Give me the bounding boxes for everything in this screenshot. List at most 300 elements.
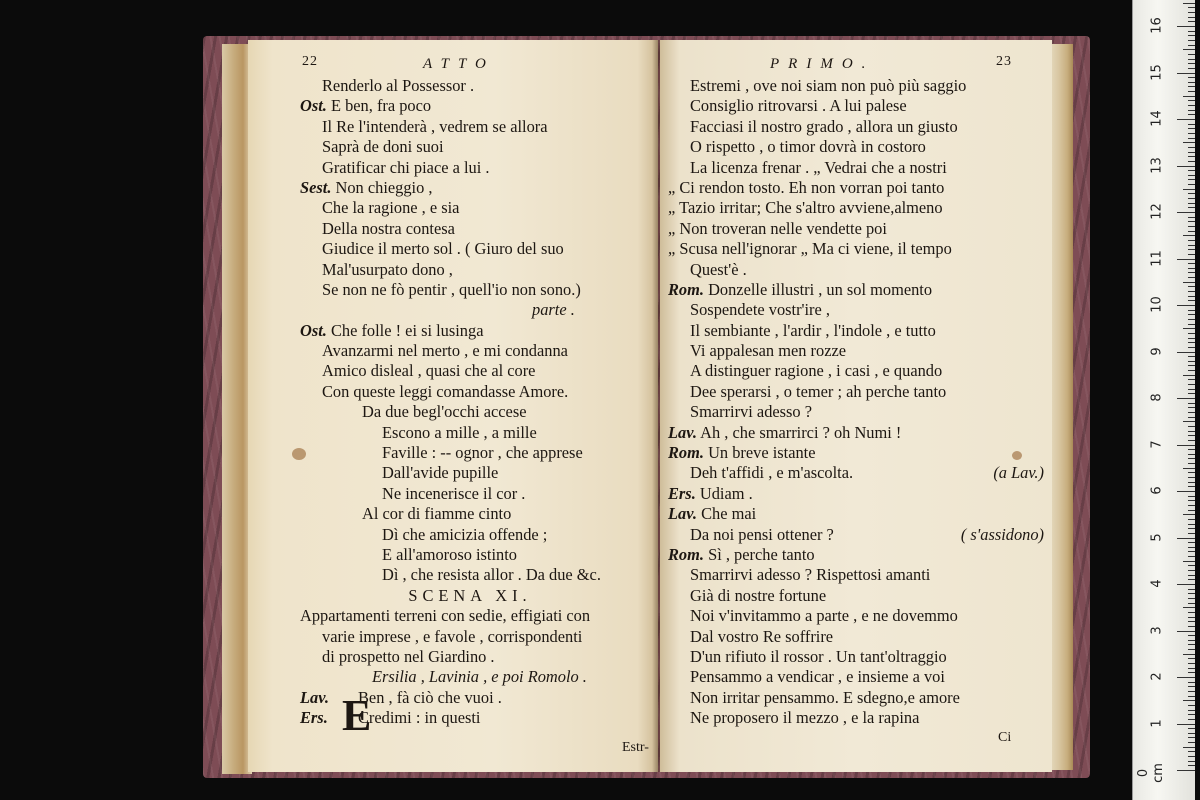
text-line — [668, 606, 1040, 626]
line-text: Della nostra contesa — [322, 218, 455, 238]
text-line — [668, 647, 1040, 667]
ruler-tick — [1188, 505, 1195, 506]
line-text: Con queste leggi comandasse Amore. — [322, 381, 569, 401]
ruler-tick — [1188, 435, 1195, 436]
ruler-tick — [1188, 412, 1195, 413]
ruler-tick — [1188, 240, 1195, 241]
ruler-tick — [1188, 324, 1195, 325]
ruler-number: 6 — [1149, 486, 1165, 495]
text-line — [668, 627, 1040, 647]
line-text: Ben , fà ciò che vuoi . — [358, 687, 502, 707]
line-text: Dì , che resista allor . Da due &c. — [382, 565, 601, 585]
ruler-tick — [1188, 314, 1195, 315]
ruler-tick — [1188, 389, 1195, 390]
left-text-block — [300, 76, 656, 729]
ruler-tick — [1188, 333, 1195, 334]
ruler-tick — [1188, 756, 1195, 757]
line-text: „ Ci rendon tosto. Eh non vorran poi tanto — [668, 177, 945, 197]
ruler-tick — [1188, 342, 1195, 343]
text-line — [300, 341, 656, 361]
ruler-tick — [1188, 449, 1195, 450]
ruler-tick — [1188, 170, 1195, 171]
ruler-tick — [1188, 593, 1195, 594]
ruler-tick — [1188, 147, 1195, 148]
text-line — [668, 76, 1040, 96]
ruler-tick — [1177, 538, 1195, 539]
ruler-tick — [1188, 719, 1195, 720]
ruler-tick — [1188, 640, 1195, 641]
ruler-number: 10 — [1149, 296, 1165, 313]
ruler-tick — [1188, 417, 1195, 418]
ruler-tick — [1188, 347, 1195, 348]
drop-cap: E — [342, 691, 372, 740]
line-text: Amico disleal , quasi che al core — [322, 361, 536, 381]
ruler-tick — [1188, 156, 1195, 157]
ruler-tick — [1188, 621, 1195, 622]
line-text: Smarrirvi adesso ? Rispettosi amanti — [690, 565, 931, 585]
ruler-tick — [1177, 352, 1195, 353]
ruler-tick — [1188, 737, 1195, 738]
ruler-tick — [1188, 207, 1195, 208]
line-text: Quest'è . — [690, 259, 747, 279]
ruler-tick — [1188, 454, 1195, 455]
text-line — [300, 260, 656, 280]
speaker-label: Lav. — [668, 504, 697, 524]
line-text: O rispetto , o timor dovrà in costoro — [690, 137, 926, 157]
text-line — [668, 565, 1040, 585]
ruler-tick — [1188, 603, 1195, 604]
ruler-tick — [1188, 296, 1195, 297]
ruler-tick — [1188, 440, 1195, 441]
line-text: „ Tazio irritar; Che s'altro avviene,almeno — [668, 198, 943, 218]
ruler-tick — [1188, 714, 1195, 715]
ruler-tick — [1188, 510, 1195, 511]
ruler-tick — [1188, 733, 1195, 734]
ruler-tick — [1188, 472, 1195, 473]
catchword-right: Ci — [998, 730, 1012, 745]
ruler-tick — [1188, 519, 1195, 520]
ruler-tick — [1188, 542, 1195, 543]
ruler-number: 7 — [1149, 439, 1165, 449]
ruler-tick — [1188, 663, 1195, 664]
ruler-tick — [1188, 291, 1195, 292]
right-text-block — [668, 76, 1044, 729]
ruler-tick — [1188, 221, 1195, 222]
ruler-tick — [1188, 705, 1195, 706]
text-line — [668, 219, 1040, 239]
ruler-tick — [1188, 268, 1195, 269]
text-line — [668, 402, 1040, 422]
ruler-tick — [1177, 491, 1195, 492]
ruler-tick — [1188, 86, 1195, 87]
ruler-tick — [1188, 533, 1195, 534]
line-text: Estremi , ove noi siam non può più saggio — [690, 76, 967, 95]
line-text: Se non ne fò pentir , quell'io non sono.) — [322, 279, 581, 299]
line-text: Credimi : in questi — [358, 708, 481, 728]
text-line — [668, 361, 1040, 381]
text-line — [668, 524, 1044, 545]
ruler-tick — [1188, 407, 1195, 408]
catchword: Estr- — [622, 740, 649, 755]
text-line — [668, 463, 1044, 483]
ruler-tick — [1188, 193, 1195, 194]
line-text: Ersilia , Lavinia , e poi Romolo . — [372, 667, 587, 687]
ruler-tick — [1188, 570, 1195, 571]
ruler-tick — [1188, 370, 1195, 371]
ruler-tick — [1188, 751, 1195, 752]
ruler-tick — [1188, 551, 1195, 552]
ruler-tick — [1188, 175, 1195, 176]
ruler-tick — [1188, 356, 1195, 357]
ruler-tick — [1177, 724, 1195, 725]
ruler-tick — [1188, 710, 1195, 711]
ruler-tick — [1177, 119, 1195, 120]
text-line — [300, 545, 656, 565]
ruler-number: 15 — [1149, 63, 1165, 81]
right-page-number: 23 — [996, 54, 1012, 69]
line-text: di prospetto nel Giardino . — [322, 646, 495, 666]
speaker-label: Ost. — [300, 96, 327, 116]
text-line — [300, 117, 656, 137]
ruler-tick — [1188, 272, 1195, 273]
speaker-label: Lav. — [668, 422, 697, 442]
line-text: Dì che amicizia offende ; — [382, 524, 548, 544]
text-line — [668, 586, 1040, 606]
line-text: Al cor di fiamme cinto — [362, 504, 512, 524]
line-text: Pensammo a vendicar , e insieme a voi — [690, 667, 945, 687]
text-line — [300, 402, 656, 422]
text-line — [300, 484, 656, 504]
ruler-tick — [1188, 110, 1195, 111]
text-line — [668, 382, 1040, 402]
line-text: Saprà de doni suoi — [322, 137, 444, 157]
line-text: Smarrirvi adesso ? — [690, 402, 812, 422]
line-text: Che la ragione , e sia — [322, 198, 460, 218]
line-text: Che mai — [696, 504, 757, 524]
ruler-tick — [1177, 305, 1195, 306]
line-text: Non chieggio , — [331, 177, 433, 197]
ruler-tick — [1188, 231, 1195, 232]
ruler-tick — [1188, 198, 1195, 199]
line-text: Il sembiante , l'ardir , l'indole , e tutto — [690, 320, 936, 340]
ruler-tick — [1188, 17, 1195, 18]
speaker-label: Rom. — [668, 443, 704, 463]
ruler-tick — [1188, 598, 1195, 599]
ruler-tick — [1177, 73, 1195, 74]
speaker-label: Sest. — [300, 177, 332, 197]
line-text: Faville : -- ognor , che apprese — [382, 443, 583, 463]
ruler-tick — [1188, 59, 1195, 60]
line-text: Non irritar pensammo. E sdegno,e amore — [690, 687, 960, 707]
ruler-tick — [1188, 556, 1195, 557]
ruler-tick — [1183, 654, 1195, 655]
ruler-tick — [1188, 575, 1195, 576]
text-line — [668, 178, 1040, 198]
ruler-number: 5 — [1149, 532, 1165, 542]
ruler-tick — [1183, 607, 1195, 608]
text-line — [300, 382, 656, 402]
text-line — [668, 137, 1040, 157]
ruler-tick — [1188, 254, 1195, 255]
ruler-tick — [1188, 68, 1195, 69]
line-text: Ah , che smarrirci ? oh Numi ! — [696, 422, 902, 442]
ruler-tick — [1177, 445, 1195, 446]
ruler-tick — [1183, 282, 1195, 283]
ruler-tick — [1183, 468, 1195, 469]
text-line — [668, 484, 1040, 504]
line-text: E ben, fra poco — [326, 96, 432, 116]
text-line — [668, 504, 1040, 524]
ruler-tick — [1188, 658, 1195, 659]
ruler-tick — [1188, 63, 1195, 64]
line-text: Gratificar chi piace a lui . — [322, 157, 490, 177]
ruler-tick — [1177, 166, 1195, 167]
ruler-tick — [1188, 286, 1195, 287]
ruler-tick — [1177, 398, 1195, 399]
ruler-tick — [1188, 365, 1195, 366]
ruler-tick — [1188, 124, 1195, 125]
ruler-tick — [1188, 379, 1195, 380]
ruler-tick — [1188, 635, 1195, 636]
ruler-tick — [1188, 35, 1195, 36]
ruler-tick — [1183, 189, 1195, 190]
line-text: Consiglio ritrovarsi . A lui palese — [690, 96, 907, 116]
ruler-number: 8 — [1149, 393, 1165, 402]
ruler-tick — [1188, 338, 1195, 339]
ruler-tick — [1188, 668, 1195, 669]
right-running-header: PRIMO. — [770, 56, 875, 72]
text-line — [300, 198, 656, 218]
line-text: Il Re l'intenderà , vedrem se allora — [322, 116, 548, 136]
text-line — [668, 443, 1040, 463]
ruler-tick — [1188, 128, 1195, 129]
speaker-label: Ost. — [300, 320, 327, 340]
ruler-tick — [1188, 742, 1195, 743]
line-text: Vi appalesan men rozze — [690, 341, 847, 361]
ruler-tick — [1177, 26, 1195, 27]
ruler-number: 14 — [1149, 110, 1165, 127]
ruler-tick — [1188, 384, 1195, 385]
ruler-tick — [1188, 565, 1195, 566]
ruler-tick — [1188, 100, 1195, 101]
ruler-number: 3 — [1149, 625, 1165, 635]
line-text: Renderlo al Possessor . — [322, 76, 475, 95]
speaker-label: Lav. — [300, 687, 329, 707]
ruler-tick — [1188, 482, 1195, 483]
stage-direction: ( s'assidono) — [960, 524, 1044, 544]
text-line — [668, 260, 1040, 280]
ruler-tick — [1188, 458, 1195, 459]
ruler-tick — [1188, 649, 1195, 650]
line-text: Facciasi il nostro grado , allora un giusto — [690, 116, 958, 136]
ruler-tick — [1183, 514, 1195, 515]
ruler-tick — [1177, 259, 1195, 260]
text-line — [300, 96, 656, 116]
speaker-label: Ers. — [300, 708, 328, 728]
text-line — [668, 300, 1040, 320]
ruler-tick — [1188, 133, 1195, 134]
text-line — [300, 423, 656, 443]
text-line — [300, 627, 656, 647]
ruler-tick — [1188, 463, 1195, 464]
ruler-tick — [1188, 496, 1195, 497]
ruler-tick — [1188, 179, 1195, 180]
ruler-number: 9 — [1149, 346, 1165, 356]
ruler-tick — [1188, 217, 1195, 218]
ruler-tick — [1188, 528, 1195, 529]
left-page — [248, 40, 658, 772]
ruler-tick — [1188, 114, 1195, 115]
speaker-label: Rom. — [668, 279, 704, 299]
ruler-tick — [1188, 105, 1195, 106]
text-line — [300, 280, 656, 300]
paper-stain — [1012, 451, 1022, 460]
text-line — [300, 525, 656, 545]
ruler-tick — [1188, 547, 1195, 548]
ruler-tick — [1188, 691, 1195, 692]
text-line — [300, 606, 656, 626]
ruler-tick — [1188, 672, 1195, 673]
text-line — [300, 76, 656, 96]
left-page-number: 22 — [302, 54, 318, 69]
line-text: Ne proposero il mezzo , e la rapina — [690, 708, 920, 728]
ruler-tick — [1183, 700, 1195, 701]
text-line — [668, 239, 1040, 259]
measuring-ruler — [1132, 0, 1195, 800]
line-text: „ Non troveran nelle vendette poi — [668, 218, 887, 238]
text-line — [668, 667, 1040, 687]
line-text: Mal'usurpato dono , — [322, 259, 453, 279]
line-text: Dal vostro Re soffrire — [690, 626, 834, 646]
speaker-label: Rom. — [668, 544, 704, 564]
ruler-number: 13 — [1149, 156, 1165, 174]
ruler-tick — [1188, 579, 1195, 580]
ruler-tick — [1188, 152, 1195, 153]
ruler-tick — [1188, 161, 1195, 162]
line-text: Giudice il merto sol . ( Giuro del suo — [322, 239, 564, 259]
line-text: Noi v'invitammo a parte , e ne dovemmo — [690, 606, 958, 626]
ruler-tick — [1188, 589, 1195, 590]
ruler-tick — [1188, 226, 1195, 227]
stage-direction: (a Lav.) — [993, 463, 1044, 483]
ruler-number: 4 — [1149, 579, 1165, 588]
text-line — [300, 219, 656, 239]
ruler-tick — [1188, 7, 1195, 8]
text-line — [668, 321, 1040, 341]
ruler-tick — [1188, 361, 1195, 362]
ruler-number: 12 — [1149, 203, 1165, 220]
ruler-tick — [1188, 263, 1195, 264]
ruler-tick — [1188, 500, 1195, 501]
text-line — [300, 504, 656, 524]
text-line — [668, 545, 1040, 565]
text-line — [300, 239, 656, 259]
ruler-tick — [1188, 300, 1195, 301]
ruler-tick — [1177, 212, 1195, 213]
text-line — [300, 586, 640, 606]
ruler-tick — [1188, 612, 1195, 613]
ruler-tick — [1188, 245, 1195, 246]
line-text: Un breve istante — [703, 443, 816, 463]
ruler-unit-label: 0 cm — [1136, 763, 1166, 783]
ruler-tick — [1188, 138, 1195, 139]
line-text: Dall'avide pupille — [382, 463, 499, 483]
ruler-tick — [1188, 486, 1195, 487]
line-text: Dee sperarsi , o temer ; ah perche tanto — [690, 381, 947, 401]
line-text: Da noi pensi ottener ? — [690, 524, 834, 544]
ruler-tick — [1188, 12, 1195, 13]
line-text: SCENA XI. — [408, 585, 532, 605]
ruler-tick — [1188, 765, 1195, 766]
text-line — [668, 341, 1040, 361]
ruler-tick — [1188, 403, 1195, 404]
ruler-tick — [1188, 644, 1195, 645]
ruler-tick — [1188, 277, 1195, 278]
text-line — [300, 158, 656, 178]
ruler-number: 11 — [1149, 249, 1165, 267]
text-line — [300, 321, 656, 341]
speaker-label: Ers. — [668, 483, 696, 503]
text-line — [300, 300, 656, 320]
text-line — [300, 443, 656, 463]
text-line — [300, 137, 656, 157]
text-line — [300, 565, 656, 585]
ruler-tick — [1183, 142, 1195, 143]
ruler-tick — [1188, 426, 1195, 427]
line-text: Avanzarmi nel merto , e mi condanna — [322, 341, 568, 361]
line-text: Da due begl'occhi accese — [362, 402, 527, 422]
line-text: Udiam . — [695, 483, 753, 503]
ruler-tick — [1183, 375, 1195, 376]
text-line — [300, 647, 656, 667]
line-text: „ Scusa nell'ignorar „ Ma ci viene, il tempo — [668, 239, 952, 259]
line-text: Ne incenerisce il cor . — [382, 483, 526, 503]
text-line — [300, 361, 656, 381]
ruler-tick — [1188, 45, 1195, 46]
line-text: A distinguer ragione , i casi , e quando — [690, 361, 943, 381]
ruler-tick — [1183, 561, 1195, 562]
line-text: D'un rifiuto il rossor . Un tant'oltraggio — [690, 646, 947, 666]
text-line — [300, 178, 656, 198]
text-line — [668, 708, 1040, 728]
ruler-tick — [1188, 761, 1195, 762]
ruler-tick — [1188, 431, 1195, 432]
ruler-tick — [1188, 82, 1195, 83]
text-line — [668, 280, 1040, 300]
text-line — [668, 198, 1040, 218]
ruler-tick — [1188, 310, 1195, 311]
ruler-tick — [1188, 477, 1195, 478]
ruler-tick — [1183, 3, 1195, 4]
text-line — [668, 96, 1040, 116]
ruler-number: 2 — [1149, 672, 1165, 681]
text-line — [668, 688, 1040, 708]
left-running-header: ATTO — [423, 56, 495, 72]
ruler-tick — [1188, 21, 1195, 22]
text-line — [300, 667, 656, 687]
ruler-tick — [1183, 49, 1195, 50]
line-text: Donzelle illustri , un sol momento — [703, 279, 933, 299]
ruler-number: 1 — [1149, 718, 1165, 728]
ruler-tick — [1188, 249, 1195, 250]
ruler-tick — [1183, 747, 1195, 748]
ruler-tick — [1177, 584, 1195, 585]
ruler-tick — [1188, 393, 1195, 394]
line-text: Deh t'affidi , e m'ascolta. — [690, 463, 854, 483]
line-text: Sospendete vostr'ire , — [690, 300, 830, 320]
ruler-tick — [1188, 626, 1195, 627]
ruler-tick — [1188, 91, 1195, 92]
